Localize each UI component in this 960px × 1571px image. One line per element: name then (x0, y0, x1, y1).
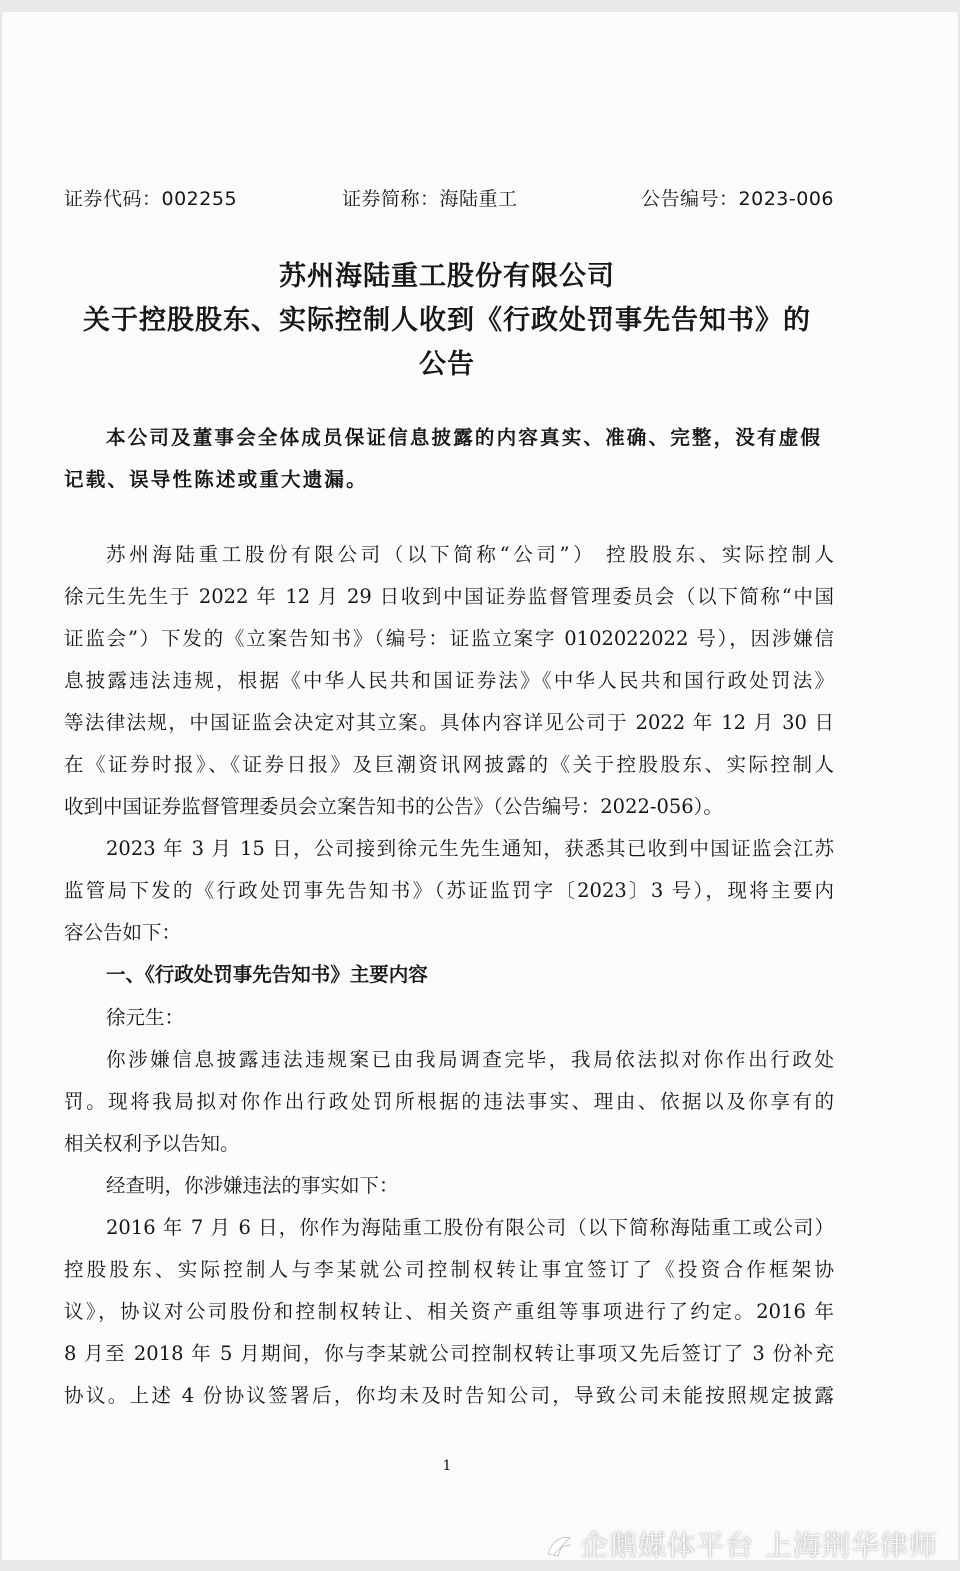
findings-intro: 经查明，你涉嫌违法的事实如下： (106, 1174, 399, 1197)
title-company: 苏州海陆重工股份有限公司 (279, 261, 615, 292)
paragraph-line: 在《证券时报》、《证券日报》及巨潮资讯网披露的《关于控股股东、实际控制人 (64, 753, 834, 776)
stock-name: 证券简称：海陆重工 (342, 188, 518, 210)
paragraph-line: 监管局下发的《行政处罚事先告知书》（苏证监罚字〔2023〕3 号），现将主要内 (64, 879, 834, 902)
announcement-number: 公告编号：2023-006 (641, 188, 834, 210)
watermark (544, 1524, 938, 1564)
paragraph-line: 苏州海陆重工股份有限公司（以下简称“公司”） 控股股东、实际控制人 (106, 543, 834, 566)
page-number: 1 (442, 1458, 452, 1474)
title-subject: 关于控股股东、实际控制人收到《行政处罚事先告知书》的 (83, 305, 811, 336)
statement-line-2: 记载、误导性陈述或重大遗漏。 (64, 468, 368, 491)
paragraph-line: 息披露违法违规，根据《中华人民共和国证券法》《中华人民共和国行政处罚法》 (64, 669, 834, 692)
penguin-media-icon (544, 1534, 574, 1558)
paragraph-line: 8 月至 2018 年 5 月期间，你与李某就公司控制权转让事项又先后签订了 3 份补充 (64, 1342, 834, 1365)
paragraph-line: 容公告如下： (64, 921, 182, 944)
paragraph-line: 徐元生先生于 2022 年 12 月 29 日收到中国证券监督管理委员会（以下简称“中国 (64, 585, 834, 608)
paragraph-line: 等法律法规，中国证监会决定对其立案。具体内容详见公司于 2022 年 12 月 30 日 (64, 711, 834, 734)
statement-line-1: 本公司及董事会全体成员保证信息披露的内容真实、准确、完整，没有虚假 (106, 426, 823, 449)
title-announcement: 公告 (419, 349, 475, 380)
paragraph-line: 议》，协议对公司股份和控制权转让、相关资产重组等事项进行了约定。2016 年 (64, 1300, 834, 1323)
paragraph-line: 收到中国证券监督管理委员会立案告知书的公告》（公告编号：2022-056）。 (64, 795, 723, 818)
paragraph-line: 你涉嫌信息披露违法违规案已由我局调查完毕，我局依法拟对你作出行政处 (106, 1048, 834, 1071)
paragraph-line: 相关权利予以告知。 (64, 1132, 240, 1155)
paragraph-line: 协议。上述 4 份协议签署后，你均未及时告知公司，导致公司未能按照规定披露 (64, 1384, 834, 1407)
document-header (64, 184, 834, 212)
paragraph-line: 罚。现将我局拟对你作出行政处罚所根据的违法事实、理由、依据以及你享有的 (64, 1090, 834, 1113)
paragraph-line: 控股股东、实际控制人与李某就公司控制权转让事宜签订了《投资合作框架协 (64, 1258, 834, 1281)
paragraph-line: 2023 年 3 月 15 日，公司接到徐元生先生通知，获悉其已收到中国证监会江苏 (106, 837, 834, 860)
addressee: 徐元生： (106, 1006, 185, 1029)
section-heading: 一、《行政处罚事先告知书》主要内容 (106, 963, 428, 986)
stock-code: 证券代码：002255 (64, 188, 238, 210)
paragraph-line: 证监会”）下发的《立案告知书》（编号：证监立案字 0102022022 号），因涉嫌信 (64, 627, 834, 650)
document-page (2, 12, 958, 1560)
watermark-text: 企鹅媒体平台 上海荆华律师 (580, 1529, 938, 1562)
paragraph-line: 2016 年 7 月 6 日，你作为海陆重工股份有限公司（以下简称海陆重工或公司） (106, 1216, 834, 1239)
